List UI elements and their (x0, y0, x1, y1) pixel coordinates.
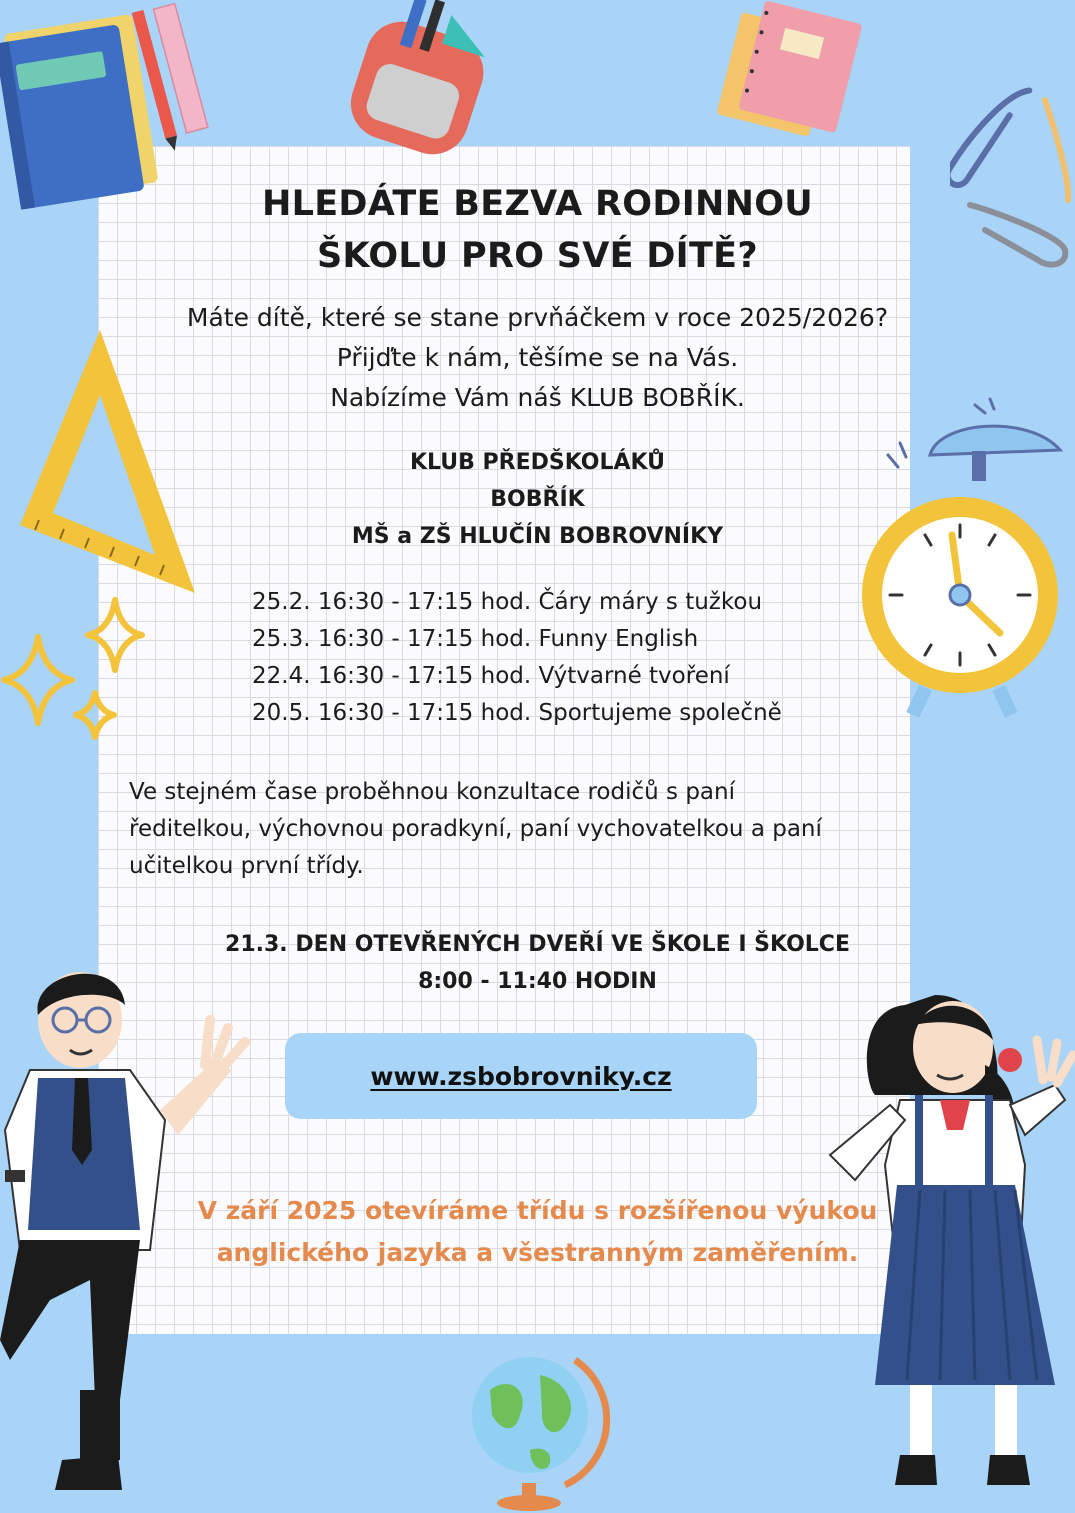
title-line-2: ŠKOLU PRO SVÉ DÍTĚ? (317, 236, 758, 276)
club-line-3: MŠ a ZŠ HLUČÍN BOBROVNÍKY (351, 524, 724, 549)
club-heading (0, 444, 1075, 555)
announcement-line-1: V září 2025 otevíráme třídu s rozšířenou výukou (197, 1196, 878, 1225)
club-line-1: KLUB PŘEDŠKOLÁKŮ (409, 450, 666, 475)
website-link[interactable]: www.zsbobrovniky.cz (370, 1061, 672, 1091)
open-day-heading (0, 926, 1075, 1000)
page-title (0, 178, 1075, 282)
sparkle-icon (0, 585, 150, 755)
website-box (285, 1033, 757, 1119)
announcement-line-2: anglického jazyka a všestranným zaměřením. (216, 1238, 859, 1267)
backpack-icon (335, 0, 515, 160)
intro-line-3: Nabízíme Vám náš KLUB BOBŘÍK. (330, 383, 745, 412)
schedule-item: 22.4. 16:30 - 17:15 hod. Výtvarné tvoření (252, 663, 730, 689)
notebook-icon (708, 0, 868, 150)
schedule-item: 25.2. 16:30 - 17:15 hod. Čáry máry s tužkou (252, 589, 763, 615)
consultation-line-2: ředitelkou, výchovnou poradkyní, paní vychovatelkou a paní (129, 816, 822, 842)
globe-icon (460, 1345, 610, 1513)
intro-line-2: Přijďte k nám, těšíme se na Vás. (336, 343, 739, 372)
announcement-text (0, 1190, 1075, 1274)
title-line-1: HLEDÁTE BEZVA RODINNOU (262, 184, 813, 224)
intro-text (0, 298, 1075, 418)
open-day-line-1: 21.3. DEN OTEVŘENÝCH DVEŘÍ VE ŠKOLE I ŠKOLCE (225, 932, 850, 957)
consultation-line-3: učitelkou první třídy. (129, 853, 364, 879)
schedule-list (252, 584, 782, 732)
consultation-text (129, 774, 919, 885)
schedule-item: 20.5. 16:30 - 17:15 hod. Sportujeme společně (252, 700, 782, 726)
open-day-line-2: 8:00 - 11:40 HODIN (418, 969, 657, 994)
intro-line-1: Máte dítě, které se stane prvňáčkem v roce 2025/2026? (186, 303, 889, 332)
club-line-2: BOBŘÍK (490, 487, 585, 512)
consultation-line-1: Ve stejném čase proběhnou konzultace rodičů s paní (129, 779, 735, 805)
schedule-item: 25.3. 16:30 - 17:15 hod. Funny English (252, 626, 699, 652)
